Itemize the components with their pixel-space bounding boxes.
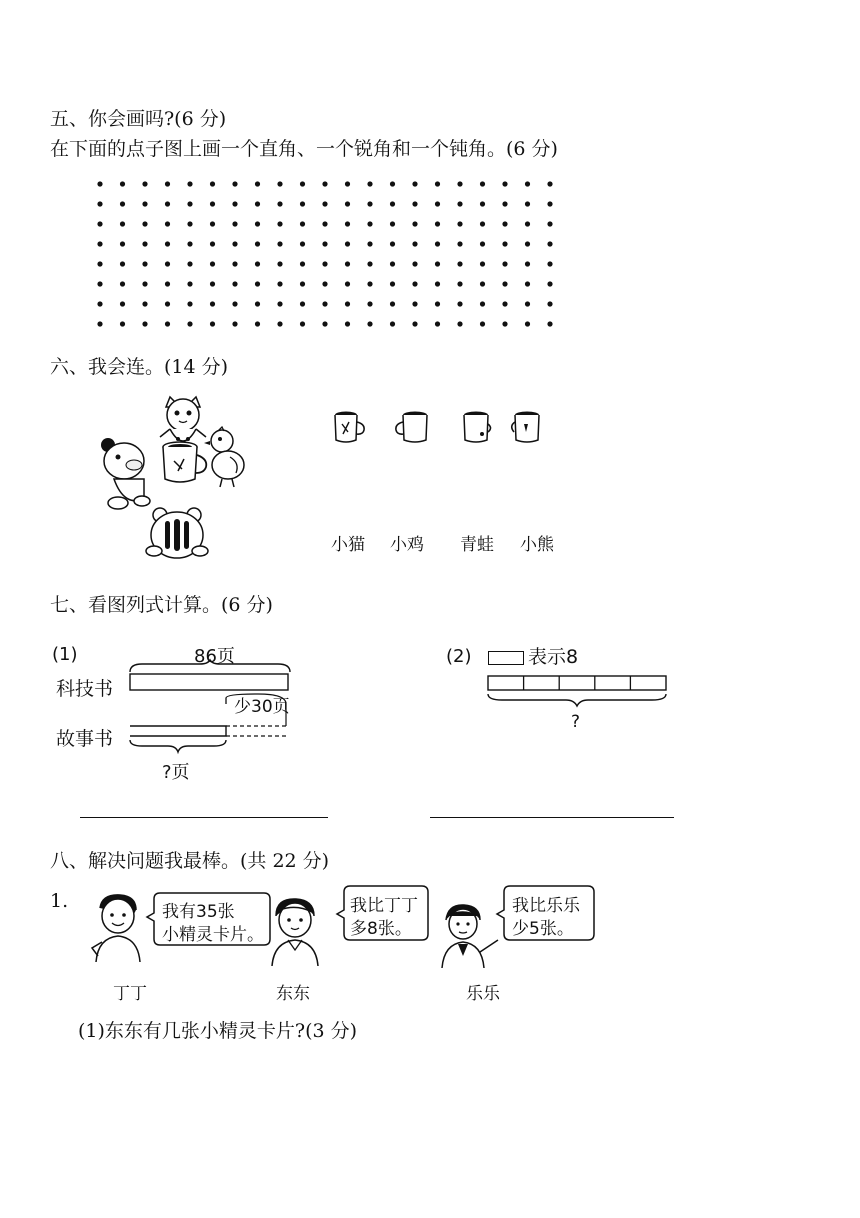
grid-dot[interactable] [277,201,282,206]
grid-dot[interactable] [457,241,462,246]
grid-dot[interactable] [165,261,170,266]
grid-dot[interactable] [480,241,485,246]
grid-dot[interactable] [345,241,350,246]
grid-dot[interactable] [480,281,485,286]
grid-dot[interactable] [187,181,192,186]
grid-dot[interactable] [502,221,507,226]
grid-dot[interactable] [187,281,192,286]
grid-dot[interactable] [187,241,192,246]
grid-dot[interactable] [300,301,305,306]
grid-dot[interactable] [367,281,372,286]
grid-dot[interactable] [165,321,170,326]
grid-dot[interactable] [165,181,170,186]
grid-dot[interactable] [210,221,215,226]
grid-dot[interactable] [480,321,485,326]
grid-dot[interactable] [412,221,417,226]
grid-dot[interactable] [547,181,552,186]
grid-dot[interactable] [232,261,237,266]
grid-dot[interactable] [345,301,350,306]
grid-dot[interactable] [120,261,125,266]
grid-dot[interactable] [277,221,282,226]
grid-dot[interactable] [255,321,260,326]
grid-dot[interactable] [480,201,485,206]
grid-dot[interactable] [367,221,372,226]
grid-dot[interactable] [210,241,215,246]
grid-dot[interactable] [480,301,485,306]
grid-dot[interactable] [97,221,102,226]
grid-dot[interactable] [300,281,305,286]
grid-dot[interactable] [525,241,530,246]
grid-dot[interactable] [277,281,282,286]
grid-dot[interactable] [367,321,372,326]
grid-dot[interactable] [255,281,260,286]
grid-dot[interactable] [142,261,147,266]
p1-row2-label: 故事书 [56,728,114,750]
cup-icon [163,442,206,482]
answer-line-2[interactable] [430,817,674,818]
grid-dot[interactable] [120,181,125,186]
frog-icon[interactable] [146,508,208,558]
grid-dot[interactable] [412,181,417,186]
cup-icon[interactable] [512,412,539,443]
grid-dot[interactable] [232,281,237,286]
bubble-3-line1: 我比乐乐 [512,896,580,916]
grid-dot[interactable] [547,201,552,206]
grid-dot[interactable] [165,241,170,246]
p1-diff-label: 少30页 [234,697,290,717]
grid-dot[interactable] [210,321,215,326]
grid-dot[interactable] [390,281,395,286]
grid-dot[interactable] [502,181,507,186]
chick-icon[interactable] [204,427,244,487]
label-bear: 小熊 [520,535,554,555]
grid-dot[interactable] [390,321,395,326]
grid-dot[interactable] [300,261,305,266]
grid-dot[interactable] [390,221,395,226]
grid-dot[interactable] [547,301,552,306]
grid-dot[interactable] [345,261,350,266]
cup-icon[interactable] [335,412,364,443]
grid-dot[interactable] [345,181,350,186]
grid-dot[interactable] [480,261,485,266]
grid-dot[interactable] [412,301,417,306]
grid-dot[interactable] [412,281,417,286]
grid-dot[interactable] [547,261,552,266]
grid-dot[interactable] [232,181,237,186]
grid-dot[interactable] [255,301,260,306]
cup-row [334,410,544,450]
section5-instruction: 在下面的点子图上画一个直角、一个锐角和一个钝角。(6 分) [50,138,558,160]
grid-dot[interactable] [232,221,237,226]
bubble-1-line1: 我有35张 [162,902,235,922]
section8-item-number: 1. [50,890,69,912]
grid-dot[interactable] [187,221,192,226]
grid-dot[interactable] [210,261,215,266]
grid-dot[interactable] [547,321,552,326]
grid-dot[interactable] [390,301,395,306]
grid-dot[interactable] [142,201,147,206]
p1-total-label: 86页 [194,646,235,667]
grid-dot[interactable] [277,241,282,246]
grid-dot[interactable] [457,181,462,186]
kid-3-name: 乐乐 [466,984,500,1004]
grid-dot[interactable] [390,181,395,186]
grid-dot[interactable] [525,181,530,186]
grid-dot[interactable] [277,301,282,306]
grid-dot[interactable] [412,241,417,246]
grid-dot[interactable] [210,181,215,186]
grid-dot[interactable] [435,221,440,226]
grid-dot[interactable] [97,261,102,266]
grid-dot[interactable] [435,321,440,326]
section5-heading: 五、你会画吗?(6 分) [50,108,227,130]
grid-dot[interactable] [390,261,395,266]
grid-dot[interactable] [480,221,485,226]
grid-dot[interactable] [547,221,552,226]
grid-dot[interactable] [300,241,305,246]
grid-dot[interactable] [435,301,440,306]
grid-dot[interactable] [502,321,507,326]
grid-dot[interactable] [210,281,215,286]
grid-dot[interactable] [142,221,147,226]
p2-bar-diagram [486,674,670,714]
grid-dot[interactable] [322,321,327,326]
grid-dot[interactable] [255,261,260,266]
grid-dot[interactable] [322,241,327,246]
grid-dot[interactable] [187,261,192,266]
question-1: (1)东东有几张小精灵卡片?(3 分) [78,1020,358,1042]
cat-icon[interactable] [160,397,206,441]
grid-dot[interactable] [525,321,530,326]
bubble-2-line1: 我比丁丁 [350,896,418,916]
label-cat: 小猫 [331,535,365,555]
grid-dot[interactable] [480,181,485,186]
grid-dot[interactable] [525,221,530,226]
grid-dot[interactable] [435,181,440,186]
kid-1-name: 丁丁 [113,984,147,1004]
p1-bottom-label: ?页 [162,762,190,783]
grid-dot[interactable] [525,201,530,206]
grid-dot[interactable] [525,261,530,266]
grid-dot[interactable] [97,321,102,326]
grid-dot[interactable] [97,241,102,246]
grid-dot[interactable] [300,181,305,186]
grid-dot[interactable] [367,241,372,246]
grid-dot[interactable] [457,281,462,286]
grid-dot[interactable] [277,181,282,186]
grid-dot[interactable] [255,241,260,246]
grid-dot[interactable] [525,281,530,286]
cup-icon[interactable] [464,412,491,443]
grid-dot[interactable] [142,281,147,286]
grid-dot[interactable] [210,201,215,206]
grid-dot[interactable] [97,301,102,306]
grid-dot[interactable] [412,321,417,326]
grid-dot[interactable] [502,281,507,286]
grid-dot[interactable] [367,181,372,186]
p2-question-mark: ? [571,712,581,732]
bubble-3-line2: 少5张。 [512,919,574,939]
dot-grid[interactable] [92,176,552,326]
grid-dot[interactable] [120,301,125,306]
grid-dot[interactable] [435,281,440,286]
p1-bar-diagram [128,660,298,760]
grid-dot[interactable] [547,281,552,286]
grid-dot[interactable] [210,301,215,306]
grid-dot[interactable] [255,181,260,186]
grid-dot[interactable] [367,301,372,306]
grid-dot[interactable] [120,321,125,326]
grid-dot[interactable] [345,321,350,326]
grid-dot[interactable] [142,301,147,306]
grid-dot[interactable] [120,281,125,286]
grid-dot[interactable] [412,201,417,206]
grid-dot[interactable] [187,301,192,306]
grid-dot[interactable] [232,301,237,306]
grid-dot[interactable] [255,201,260,206]
grid-dot[interactable] [232,201,237,206]
grid-dot[interactable] [502,301,507,306]
grid-dot[interactable] [322,181,327,186]
p1-row1-label: 科技书 [56,678,114,700]
answer-line-1[interactable] [80,817,328,818]
grid-dot[interactable] [255,221,260,226]
grid-dot[interactable] [322,201,327,206]
grid-dot[interactable] [502,201,507,206]
boy-dingding-icon [88,892,148,964]
grid-dot[interactable] [120,221,125,226]
grid-dot[interactable] [345,281,350,286]
grid-dot[interactable] [547,241,552,246]
label-chick: 小鸡 [390,535,424,555]
animal-group [100,397,270,562]
grid-dot[interactable] [457,261,462,266]
grid-dot[interactable] [367,261,372,266]
grid-dot[interactable] [345,201,350,206]
grid-dot[interactable] [412,261,417,266]
grid-dot[interactable] [300,321,305,326]
grid-dot[interactable] [142,181,147,186]
grid-dot[interactable] [165,281,170,286]
grid-dot[interactable] [142,241,147,246]
grid-dot[interactable] [97,281,102,286]
grid-dot[interactable] [367,201,372,206]
boy-dongdong-icon [268,896,324,966]
grid-dot[interactable] [300,221,305,226]
section8-heading: 八、解决问题我最棒。(共 22 分) [50,850,330,872]
grid-dot[interactable] [300,201,305,206]
grid-dot[interactable] [525,301,530,306]
grid-dot[interactable] [345,221,350,226]
grid-dot[interactable] [165,201,170,206]
grid-dot[interactable] [232,241,237,246]
grid-dot[interactable] [457,321,462,326]
grid-dot[interactable] [97,201,102,206]
p2-legend-label: 表示8 [528,646,579,668]
grid-dot[interactable] [120,201,125,206]
grid-dot[interactable] [457,301,462,306]
grid-dot[interactable] [390,201,395,206]
grid-dot[interactable] [232,321,237,326]
label-frog: 青蛙 [460,535,494,555]
kid-2-name: 东东 [276,984,310,1004]
grid-dot[interactable] [277,321,282,326]
p2-number: (2) [446,646,472,667]
grid-dot[interactable] [97,181,102,186]
grid-dot[interactable] [322,221,327,226]
grid-dot[interactable] [187,201,192,206]
section6-heading: 六、我会连。(14 分) [50,356,229,378]
p1-number: (1) [52,644,78,665]
grid-dot[interactable] [457,201,462,206]
cup-icon[interactable] [396,412,427,443]
grid-dot[interactable] [187,321,192,326]
grid-dot[interactable] [502,261,507,266]
grid-dot[interactable] [502,241,507,246]
grid-dot[interactable] [165,221,170,226]
grid-dot[interactable] [390,241,395,246]
grid-dot[interactable] [457,221,462,226]
p2-legend-box [488,651,524,665]
bubble-2-line2: 多8张。 [350,919,412,939]
grid-dot[interactable] [435,261,440,266]
grid-dot[interactable] [435,201,440,206]
grid-dot[interactable] [120,241,125,246]
grid-dot[interactable] [435,241,440,246]
bear-icon[interactable] [101,438,150,509]
section7-heading: 七、看图列式计算。(6 分) [50,594,273,616]
bubble-1-line2: 小精灵卡片。 [162,925,264,945]
grid-dot[interactable] [165,301,170,306]
grid-dot[interactable] [322,261,327,266]
grid-dot[interactable] [322,301,327,306]
grid-dot[interactable] [322,281,327,286]
grid-dot[interactable] [277,261,282,266]
grid-dot[interactable] [142,321,147,326]
boy-lele-icon [440,904,500,968]
